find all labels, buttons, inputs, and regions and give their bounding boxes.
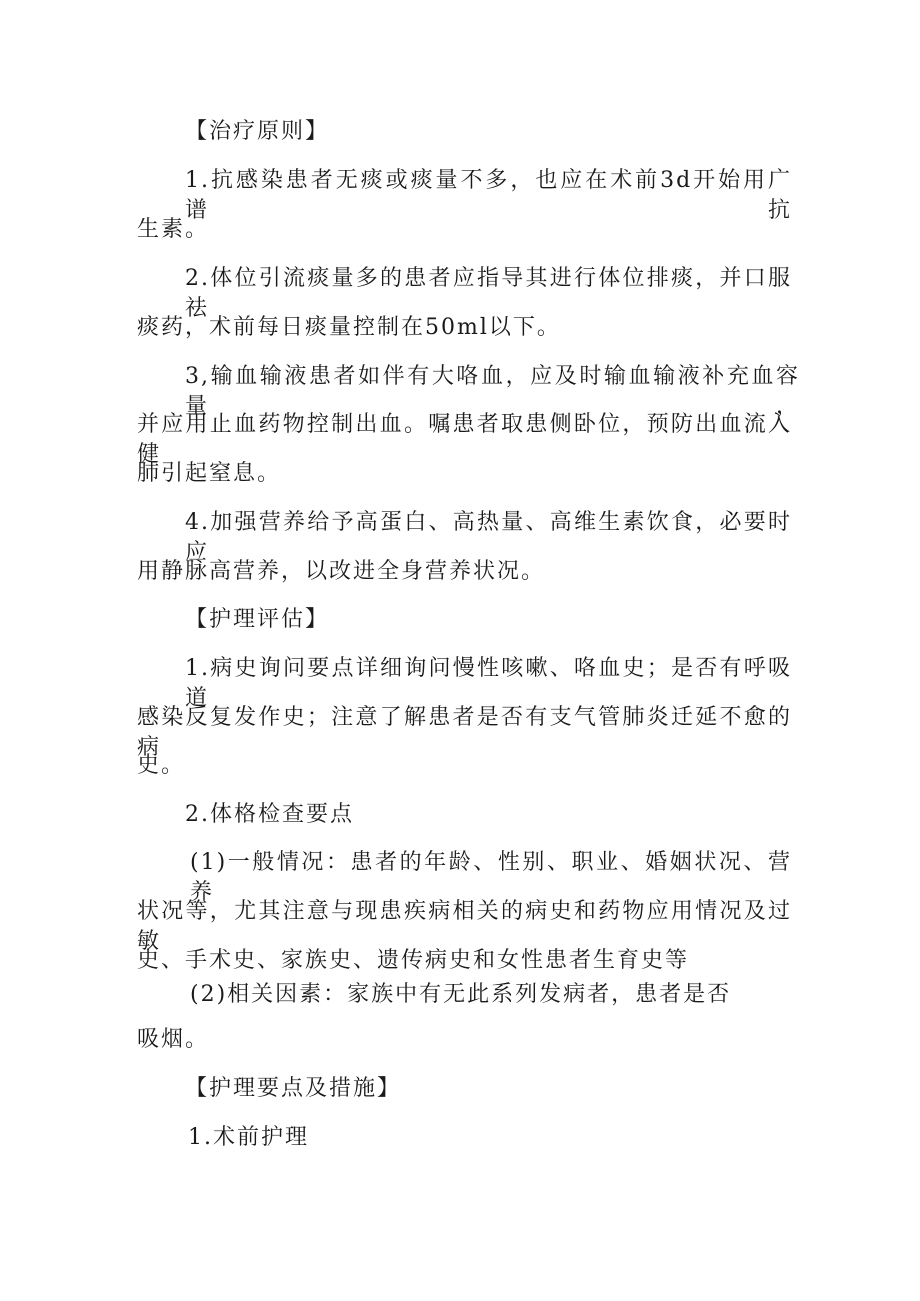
treatment-item-3-line-3: 肺引起窒息。 <box>137 461 282 486</box>
assessment-item-3-line-2: 状况等，尤其注意与现患疾病相关的病史和药物应用情况及过敏 <box>137 899 792 954</box>
treatment-item-3-line-1: 3,输血输液患者如伴有大咯血，应及时输血输液补充血容量， <box>185 364 800 419</box>
treatment-item-2-line-2: 痰药，术前每日痰量控制在50ml以下。 <box>137 315 561 340</box>
care-item-1: 1.术前护理 <box>188 1125 309 1150</box>
assessment-item-4-line-2: 吸烟。 <box>137 1027 210 1052</box>
assessment-item-4-line-1: (2)相关因素：家族中有无此系列发病者，患者是否 <box>190 982 732 1007</box>
section-heading-treatment: 【治疗原则】 <box>185 119 330 144</box>
treatment-item-4-line-1: 4.加强营养给予高蛋白、高热量、高维生素饮食，必要时应 <box>185 510 792 565</box>
treatment-item-4-line-2: 用静脉高营养，以改进全身营养状况。 <box>137 559 546 584</box>
treatment-item-3-line-2: 并应用止血药物控制出血。嘱患者取患侧卧位，预防出血流入健 <box>137 412 792 467</box>
section-heading-assessment: 【护理评估】 <box>185 607 330 632</box>
assessment-item-3-line-1: (1)一般情况：患者的年龄、性别、职业、婚姻状况、营养 <box>190 850 792 905</box>
assessment-item-3-line-3: 史、手术史、家族史、遗传病史和女性患者生育史等 <box>137 948 690 973</box>
treatment-item-1-line-1: 1.抗感染患者无痰或痰量不多，也应在术前3d开始用广谱抗 <box>185 168 792 223</box>
assessment-item-1-line-1: 1.病史询问要点详细询问慢性咳嗽、咯血史；是否有呼吸道 <box>185 656 792 711</box>
section-heading-care: 【护理要点及措施】 <box>185 1076 402 1101</box>
treatment-item-1-line-2: 生素。 <box>137 217 210 242</box>
assessment-item-1-line-2: 感染反复发作史；注意了解患者是否有支气管肺炎迁延不愈的病 <box>137 705 792 760</box>
assessment-item-2: 2.体格检查要点 <box>185 802 354 827</box>
assessment-item-1-line-3: 史。 <box>137 753 186 778</box>
treatment-item-2-line-1: 2.体位引流痰量多的患者应指导其进行体位排痰，并口服祛 <box>185 266 792 321</box>
